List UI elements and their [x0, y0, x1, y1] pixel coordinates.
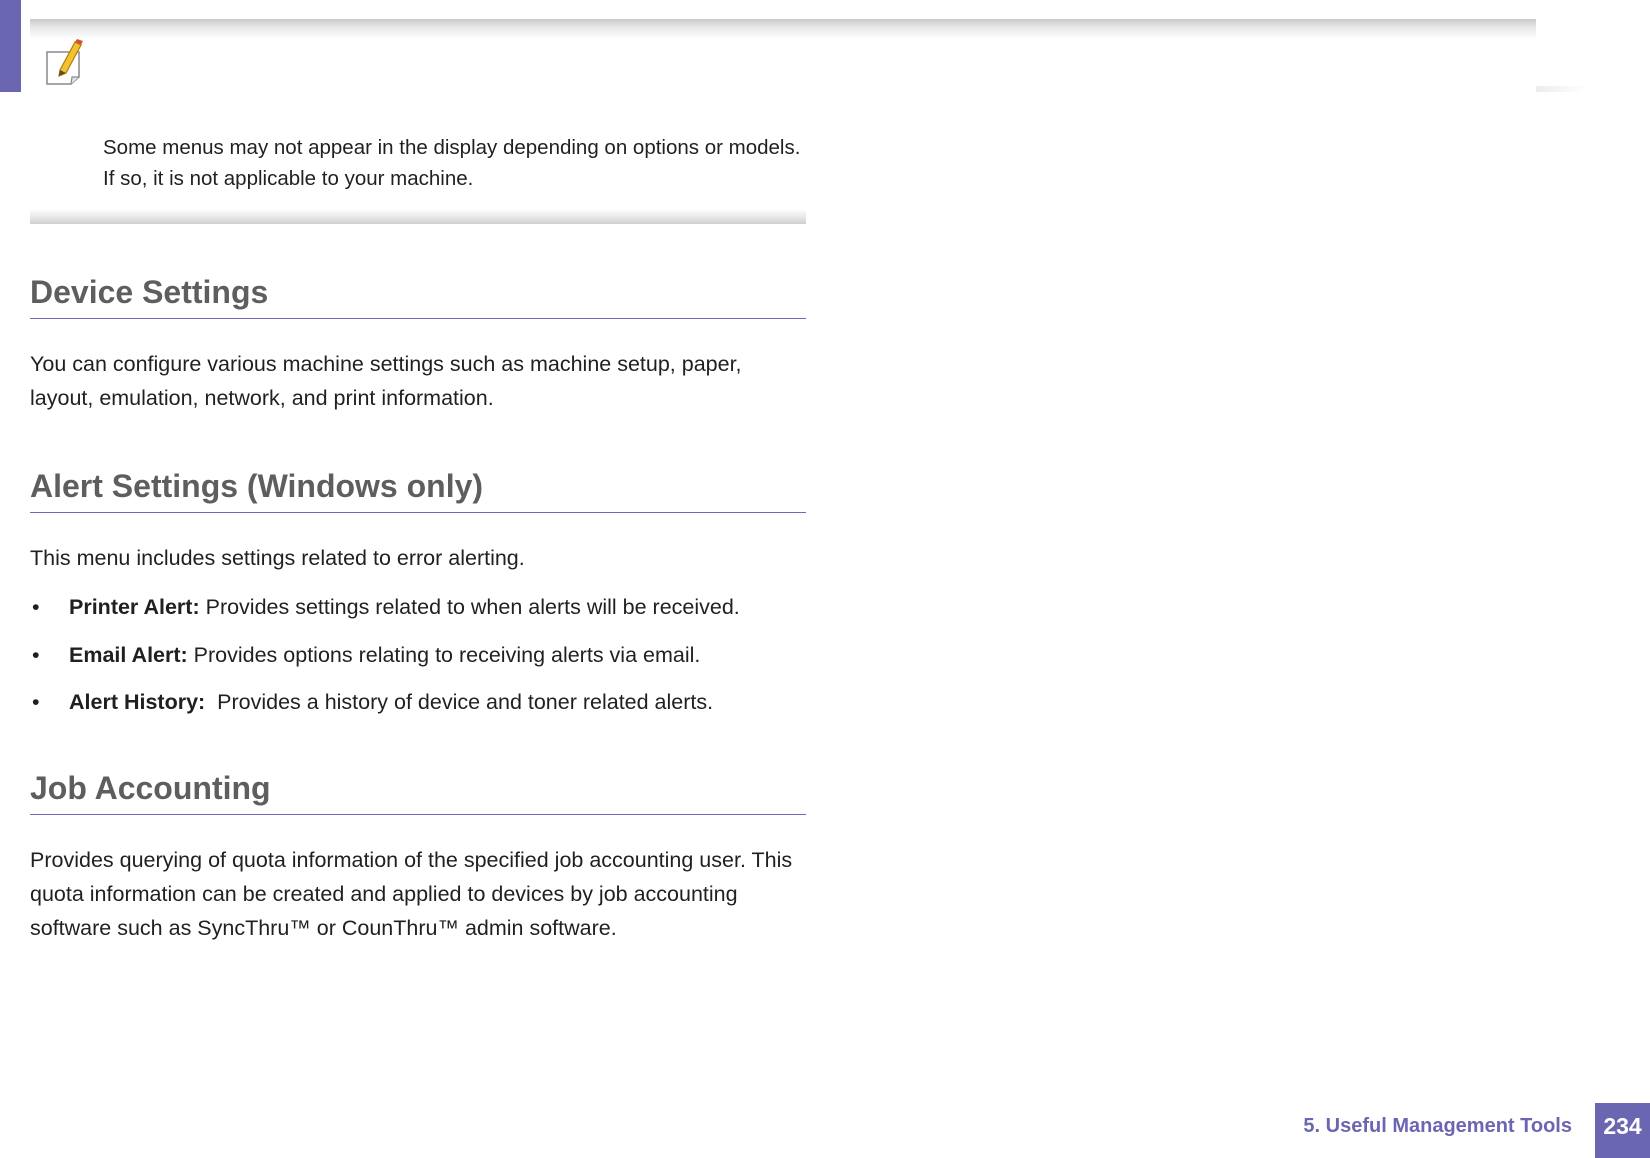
note-top-rule: [30, 19, 1536, 39]
footer-chapter-title: 5. Useful Management Tools: [1303, 1115, 1572, 1137]
alert-settings-intro: This menu includes settings related to error alerting.: [30, 546, 525, 570]
note-pencil-icon: [44, 39, 86, 85]
side-tab-marker: [0, 0, 21, 92]
bullet-icon: •: [32, 595, 40, 619]
bullet-label: Alert History:: [69, 690, 206, 714]
bullet-icon: •: [32, 643, 40, 667]
bullet-label: Email Alert:: [69, 643, 188, 667]
device-settings-body: You can configure various machine settings such as machine setup, paper, layout, emulation, network, and print information.: [30, 352, 742, 410]
heading-alert-settings: Alert Settings (Windows only): [30, 466, 806, 513]
page-number: 234: [1595, 1103, 1650, 1158]
bullet-text: Provides a history of device and toner related alerts.: [205, 690, 714, 714]
note-text: Some menus may not appear in the display depending on options or models. If so, it is not applicable to your machine.: [103, 136, 801, 190]
bullet-text: Provides settings related to when alerts will be received.: [199, 595, 740, 619]
bullet-text: Provides options relating to receiving alerts via email.: [187, 643, 701, 667]
bullet-label: Printer Alert:: [69, 595, 200, 619]
note-top-fade: [1536, 86, 1586, 92]
note-bottom-rule: [30, 209, 806, 224]
bullet-icon: •: [32, 690, 40, 714]
heading-job-accounting: Job Accounting: [30, 768, 806, 815]
job-accounting-body: Provides querying of quota information of the specified job accounting user. This quota information can be created and applied to devices by job accounting software such as SyncThru™ or CounThru™ admin software.: [30, 848, 793, 940]
heading-device-settings: Device Settings: [30, 272, 806, 319]
